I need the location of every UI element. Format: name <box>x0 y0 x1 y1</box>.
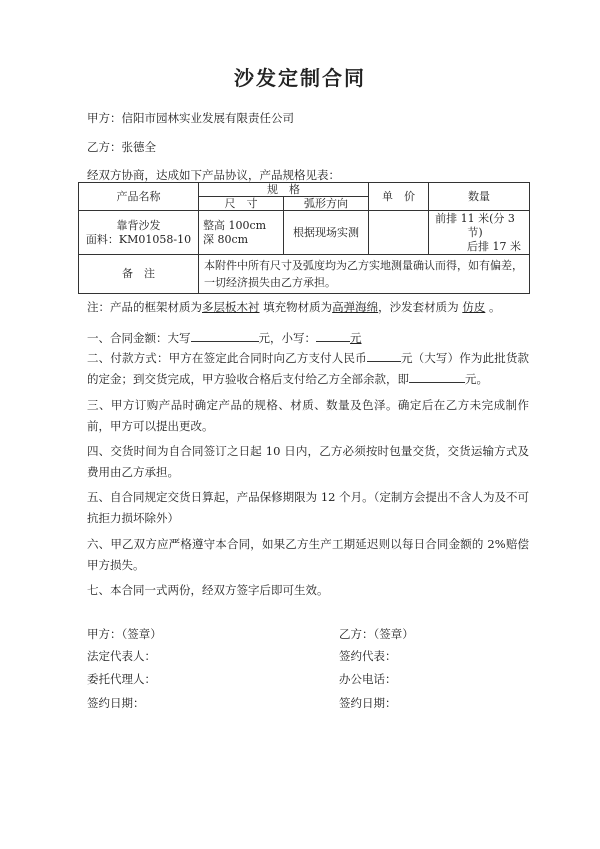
header-product-name: 产品名称 <box>79 183 199 211</box>
payment-text-a: 二、付款方式：甲方在签定此合同时向乙方支付人民币 <box>87 351 367 365</box>
clause-payment <box>87 348 529 390</box>
intro-line: 经双方协商，达成如下产品协议，产品规格见表： <box>87 168 340 182</box>
clause-amount <box>87 329 362 346</box>
party-b-signing-rep: 签约代表： <box>339 649 397 663</box>
party-b-phone: 办公电话： <box>339 672 397 686</box>
clause-delivery: 四、交货时间为自合同签订之日起 10 日内，乙方必须按时包量交货，交货运输方式及费用由乙方承担。 <box>87 444 529 479</box>
note-prefix: 注：产品的框架材质为 <box>87 300 202 314</box>
party-a-line: 甲方：信阳市园林实业发展有限责任公司 <box>87 111 294 125</box>
amount-upper-blank <box>191 329 259 342</box>
amount-lower-blank <box>316 329 350 342</box>
quantity-back: 后排 17 米 <box>467 239 521 253</box>
payment-text-c: 元。 <box>465 372 488 386</box>
header-quantity: 数量 <box>429 183 529 211</box>
cell-price <box>369 211 429 255</box>
remark-label: 备 注 <box>79 255 199 293</box>
header-arc-direction: 弧形方向 <box>284 197 369 211</box>
cell-product <box>79 211 199 255</box>
cover-material: 仿皮 <box>462 300 486 314</box>
amount-unit: 元 <box>350 331 362 345</box>
party-a-sign-date: 签约日期： <box>87 696 145 710</box>
party-b-line: 乙方：张德全 <box>87 140 156 154</box>
clause-warranty: 五、自合同规定交货日算起，产品保修期限为 12 个月。（定制方会提出不含人为及不可抗拒力损坏除外） <box>87 490 529 525</box>
payment-text-b: 元（大写）作为此批货款的定金；到交货完成，甲方验收合格后支付给乙方全部余款，即 <box>87 351 530 386</box>
quantity-front: 前排 11 米(分 3 节) <box>435 211 515 239</box>
clause-effect: 七、本合同一式两份，经双方签字后即可生效。 <box>87 583 329 597</box>
remark-text: 本附件中所有尺寸及弧度均为乙方实地测量确认而得，如有偏差，一切经济损失由乙方承担。 <box>204 259 523 289</box>
balance-blank <box>409 370 465 383</box>
deposit-blank <box>367 349 401 362</box>
contract-title: 沙发定制合同 <box>234 66 366 90</box>
material-note <box>87 299 500 315</box>
party-b-seal: 乙方：（签章） <box>339 627 414 641</box>
party-a-seal: 甲方：（签章） <box>87 627 162 641</box>
note-mid2: ，沙发套材质为 <box>378 300 463 314</box>
note-mid1: 填充物材质为 <box>259 300 333 314</box>
product-table <box>78 182 530 294</box>
cell-size <box>199 211 284 255</box>
size-height: 整高 100cm <box>203 218 267 232</box>
clause-penalty: 六、甲乙双方应严格遵守本合同，如果乙方生产工期延迟则以每日合同金额的 2%赔偿甲方损失。 <box>87 537 529 572</box>
party-a-agent: 委托代理人： <box>87 672 156 686</box>
header-spec: 规 格 <box>199 183 369 197</box>
cell-arc: 根据现场实测 <box>284 211 369 255</box>
product-fabric: 面料：KM01058-10 <box>85 232 192 246</box>
amount-lower-label: 元，小写： <box>258 331 316 345</box>
filling-material: 高弹海绵 <box>332 300 379 314</box>
cell-quantity <box>429 211 529 255</box>
size-depth: 深 80cm <box>203 232 249 246</box>
frame-material: 多层板木衬 <box>202 300 260 314</box>
amount-upper-label: 一、合同金额：大写 <box>87 331 191 345</box>
party-a-legal-rep: 法定代表人： <box>87 649 156 663</box>
header-unit-price: 单 价 <box>369 183 429 211</box>
note-end: 。 <box>485 300 501 314</box>
header-size: 尺 寸 <box>199 197 284 211</box>
clause-spec-change: 三、甲方订购产品时确定产品的规格、材质、数量及色泽。确定后在乙方未完成制作前，甲方可以提出更改。 <box>87 398 529 433</box>
party-b-sign-date: 签约日期： <box>339 696 397 710</box>
product-name: 靠背沙发 <box>116 218 161 232</box>
